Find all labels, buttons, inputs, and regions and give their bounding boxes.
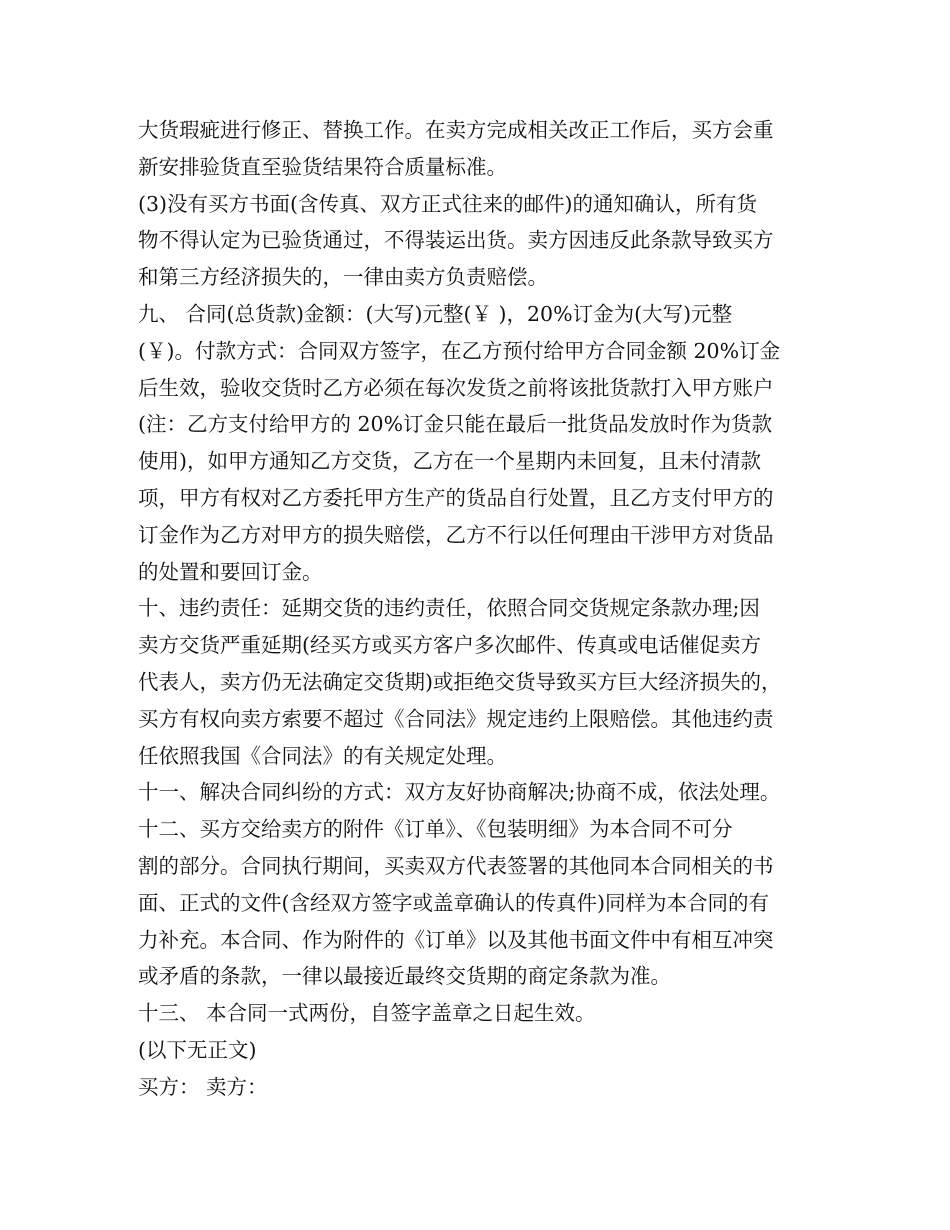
text-line: 新安排验货直至验货结果符合质量标准。 [138,154,507,179]
text-line: 卖方交货严重延期(经买方或买方客户多次邮件、传真或电话催促卖方 [138,633,761,658]
contract-body-text [138,112,838,1106]
text-line: (3)没有买方书面(含传真、双方正式往来的邮件)的通知确认，所有货 [138,191,758,216]
text-line: 买方有权向卖方索要不超过《合同法》规定违约上限赔偿。其他违约责 [138,706,774,731]
clause-13-line: 十三、 本合同一式两份，自签字盖章之日起生效。 [138,1001,596,1026]
text-line: 的处置和要回订金。 [138,559,323,584]
signature-parties-line: 买方： 卖方： [138,1074,268,1099]
text-line: 使用)，如甲方通知乙方交货，乙方在一个星期内未回复，且未付清款 [138,449,761,474]
text-line: 大货瑕疵进行修正、替换工作。在卖方完成相关改正工作后，买方会重 [138,118,774,142]
text-line: 订金作为乙方对甲方的损失赔偿，乙方不行以任何理由干涉甲方对货品 [138,522,774,547]
text-line: 任依照我国《合同法》的有关规定处理。 [138,743,507,768]
text-line: 代表人，卖方仍无法确定交货期)或拒绝交货导致买方巨大经济损失的， [138,669,782,694]
text-line: 物不得认定为已验货通过，不得装运出货。卖方因违反此条款导致买方 [138,228,774,253]
clause-11-line: 十一、解决合同纠纷的方式：双方友好协商解决;协商不成，依法处理。 [138,780,781,805]
text-line: 割的部分。合同执行期间，买卖双方代表签署的其他同本合同相关的书 [138,853,774,878]
clause-10-heading-line: 十、违约责任：延期交货的违约责任，依照合同交货规定条款办理;因 [138,596,760,621]
clause-9-heading-line: 九、 合同(总货款)金额：(大写)元整(￥ )，20%订金为(大写)元整 [138,301,733,326]
text-line: 或矛盾的条款，一律以最接近最终交货期的商定条款为准。 [138,964,671,989]
text-line: (￥)。付款方式：合同双方签字，在乙方预付给甲方合同金额 20%订金 [138,338,781,363]
text-line: 力补充。本合同、作为附件的《订单》以及其他书面文件中有相互冲突 [138,927,774,952]
text-line: 和第三方经济损失的，一律由卖方负责赔偿。 [138,265,548,290]
text-line: 项，甲方有权对乙方委托甲方生产的货品自行处置，且乙方支付甲方的 [138,485,774,510]
end-of-text-note: (以下无正文) [138,1037,257,1062]
text-line: 后生效，验收交货时乙方必须在每次发货之前将该批货款打入甲方账户 [138,375,774,400]
text-line: 面、正式的文件(含经双方签字或盖章确认的传真件)同样为本合同的有 [138,890,769,915]
clause-12-heading-line: 十二、买方交给卖方的附件《订单》、《包装明细》为本合同不可分 [138,817,733,842]
text-line: (注：乙方支付给甲方的 20%订金只能在最后一批货品发放时作为货款 [138,412,773,437]
